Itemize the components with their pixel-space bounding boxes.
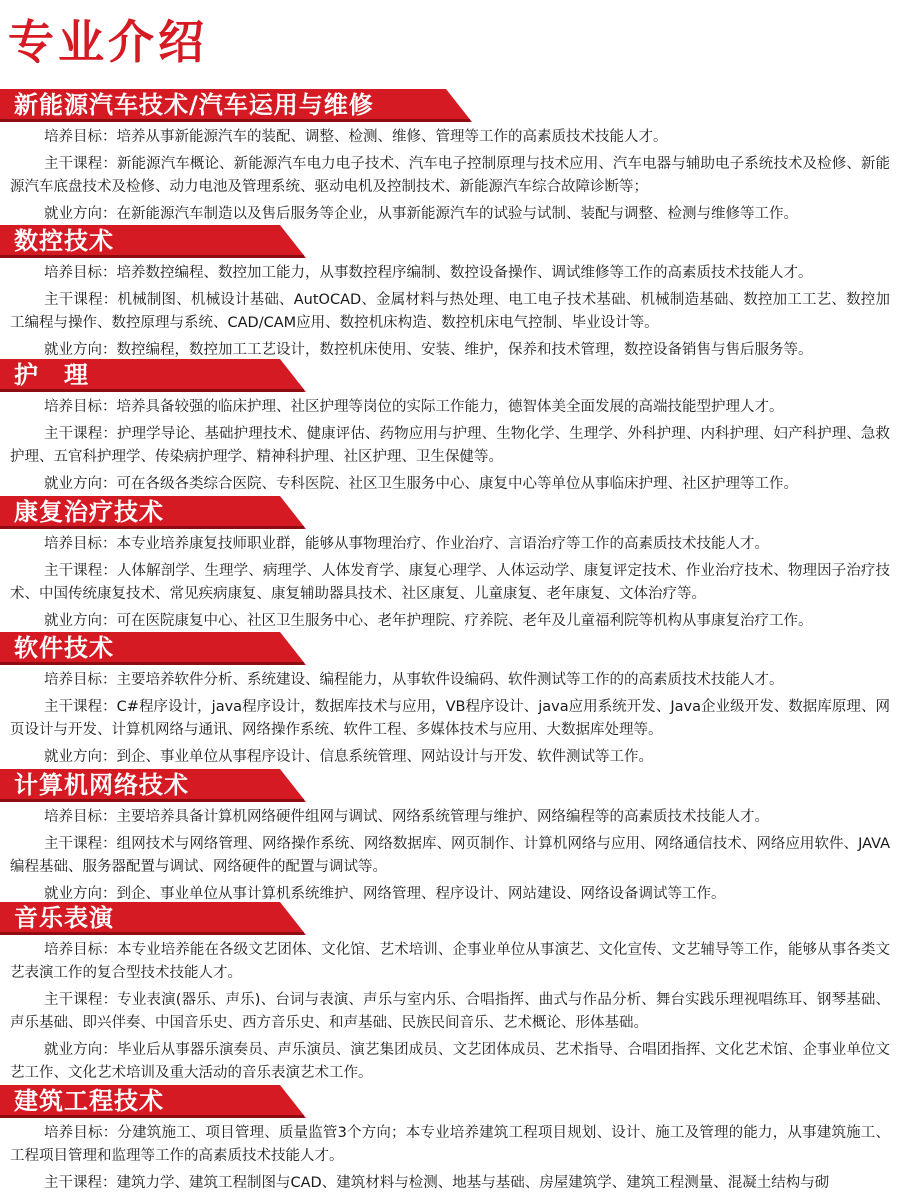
main-courses: 主干课程：C#程序设计，java程序设计，数据库技术与应用，VB程序设计、java应用系统开发、Java企业级开发、数据库原理、网页设计与开发、计算机网络与通讯、网络操作系统、软件工程、多媒体技术与应用、大数据库处理等。 bbox=[10, 699, 890, 738]
career-direction: 就业方向：在新能源汽车制造以及售后服务等企业，从事新能源汽车的试验与试制、装配与调整、检测与维修等工作。 bbox=[44, 206, 798, 222]
section-software bbox=[0, 632, 900, 769]
section-banner bbox=[0, 769, 900, 802]
training-goal: 培养目标：培养从事新能源汽车的装配、调整、检测、维修、管理等工作的高素质技术技能人才。 bbox=[44, 129, 668, 145]
section-rehab bbox=[0, 496, 900, 633]
career-direction: 就业方向：毕业后从事器乐演奏员、声乐演员、演艺集团成员、文艺团体成员、艺术指导、合唱团指挥、文化艺术馆、企事业单位文艺工作、文化艺术培训及重大活动的音乐表演艺术工作。 bbox=[10, 1042, 890, 1081]
section-construction bbox=[0, 1085, 900, 1195]
section-title: 数控技术 bbox=[14, 227, 114, 255]
main-courses: 主干课程：机械制图、机械设计基础、AutOCAD、金属材料与热处理、电工电子技术基础、机械制造基础、数控加工工艺、数控加工编程与操作、数控原理与系统、CAD/CAM应用、数控机床构造、数控机床电气控制、毕业设计等。 bbox=[10, 292, 890, 331]
career-direction: 就业方向：到企、事业单位从事程序设计、信息系统管理、网站设计与开发、软件测试等工作。 bbox=[44, 749, 653, 765]
section-banner bbox=[0, 89, 900, 122]
section-cnc bbox=[0, 225, 900, 362]
career-direction: 就业方向：到企、事业单位从事计算机系统维护、网络管理、程序设计、网站建设、网络设备调试等工作。 bbox=[44, 886, 726, 902]
section-music bbox=[0, 902, 900, 1085]
section-title: 软件技术 bbox=[14, 634, 114, 662]
main-courses: 主干课程：新能源汽车概论、新能源汽车电力电子技术、汽车电子控制原理与技术应用、汽车电器与辅助电子系统技术及检修、新能源汽车底盘技术及检修、动力电池及管理系统、驱动电机及控制技术、新能源汽车综合故障诊断等； bbox=[10, 156, 890, 195]
section-banner bbox=[0, 359, 900, 392]
section-title: 护 理 bbox=[14, 361, 89, 389]
training-goal: 培养目标：本专业培养能在各级文艺团体、文化馆、艺术培训、企事业单位从事演艺、文化宣传、文艺辅导等工作，能够从事各类文艺表演工作的复合型技术技能人才。 bbox=[10, 942, 890, 981]
section-network bbox=[0, 769, 900, 906]
section-title: 康复治疗技术 bbox=[14, 498, 164, 526]
section-banner bbox=[0, 496, 900, 529]
training-goal: 培养目标：主要培养软件分析、系统建设、编程能力，从事软件设编码、软件测试等工作的的高素质技术技能人才。 bbox=[44, 672, 784, 688]
section-title: 建筑工程技术 bbox=[14, 1087, 164, 1115]
section-title: 新能源汽车技术/汽车运用与维修 bbox=[14, 91, 374, 119]
section-banner bbox=[0, 1085, 900, 1118]
section-banner bbox=[0, 902, 900, 935]
main-courses: 主干课程：组网技术与网络管理、网络操作系统、网络数据库、网页制作、计算机网络与应用、网络通信技术、网络应用软件、JAVA编程基础、服务器配置与调试、网络硬件的配置与调试等。 bbox=[10, 836, 890, 875]
section-title: 音乐表演 bbox=[14, 904, 114, 932]
training-goal: 培养目标：分建筑施工、项目管理、质量监管3个方向；本专业培养建筑工程项目规划、设计、施工及管理的能力，从事建筑施工、工程项目管理和监理等工作的高素质技术技能人才。 bbox=[10, 1125, 890, 1164]
section-nursing bbox=[0, 359, 900, 496]
main-courses: 主干课程：护理学导论、基础护理技术、健康评估、药物应用与护理、生物化学、生理学、外科护理、内科护理、妇产科护理、急救护理、五官科护理学、传染病护理学、精神科护理、社区护理、卫生保健等。 bbox=[10, 426, 890, 465]
training-goal: 培养目标：培养具备较强的临床护理、社区护理等岗位的实际工作能力，德智体美全面发展的高端技能型护理人才。 bbox=[44, 399, 784, 415]
career-direction: 就业方向：数控编程，数控加工工艺设计，数控机床使用、安装、维护，保养和技术管理，数控设备销售与售后服务等。 bbox=[44, 342, 813, 358]
training-goal: 培养目标：主要培养具备计算机网络硬件组网与调试、网络系统管理与维护、网络编程等的高素质技术技能人才。 bbox=[44, 809, 769, 825]
training-goal: 培养目标：培养数控编程、数控加工能力，从事数控程序编制、数控设备操作、调试维修等工作的高素质技术技能人才。 bbox=[44, 265, 813, 281]
main-courses: 主干课程：人体解剖学、生理学、病理学、人体发育学、康复心理学、人体运动学、康复评定技术、作业治疗技术、物理因子治疗技术、中国传统康复技术、常见疾病康复、康复辅助器具技术、社区康复、儿童康复、老年康复、文体治疗等。 bbox=[10, 563, 890, 602]
training-goal: 培养目标：本专业培养康复技师职业群，能够从事物理治疗、作业治疗、言语治疗等工作的高素质技术技能人才。 bbox=[44, 536, 769, 552]
page-title: 专业介绍 bbox=[8, 15, 208, 69]
career-direction: 就业方向：可在医院康复中心、社区卫生服务中心、老年护理院、疗养院、老年及儿童福利院等机构从事康复治疗工作。 bbox=[44, 613, 813, 629]
section-banner bbox=[0, 632, 900, 665]
section-banner bbox=[0, 225, 900, 258]
section-title: 计算机网络技术 bbox=[14, 771, 189, 799]
section-new-energy-auto bbox=[0, 89, 900, 226]
main-courses: 主干课程：专业表演(器乐、声乐)、台词与表演、声乐与室内乐、合唱指挥、曲式与作品分析、舞台实践乐理视唱练耳、钢琴基础、声乐基础、即兴伴奏、中国音乐史、西方音乐史、和声基础、民族民间音乐、艺术概论、形体基础。 bbox=[10, 992, 890, 1031]
career-direction: 就业方向：可在各级各类综合医院、专科医院、社区卫生服务中心、康复中心等单位从事临床护理、社区护理等工作。 bbox=[44, 476, 798, 492]
main-courses: 主干课程：建筑力学、建筑工程制图与CAD、建筑材料与检测、地基与基础、房屋建筑学、建筑工程测量、混凝土结构与砌 bbox=[44, 1175, 830, 1191]
